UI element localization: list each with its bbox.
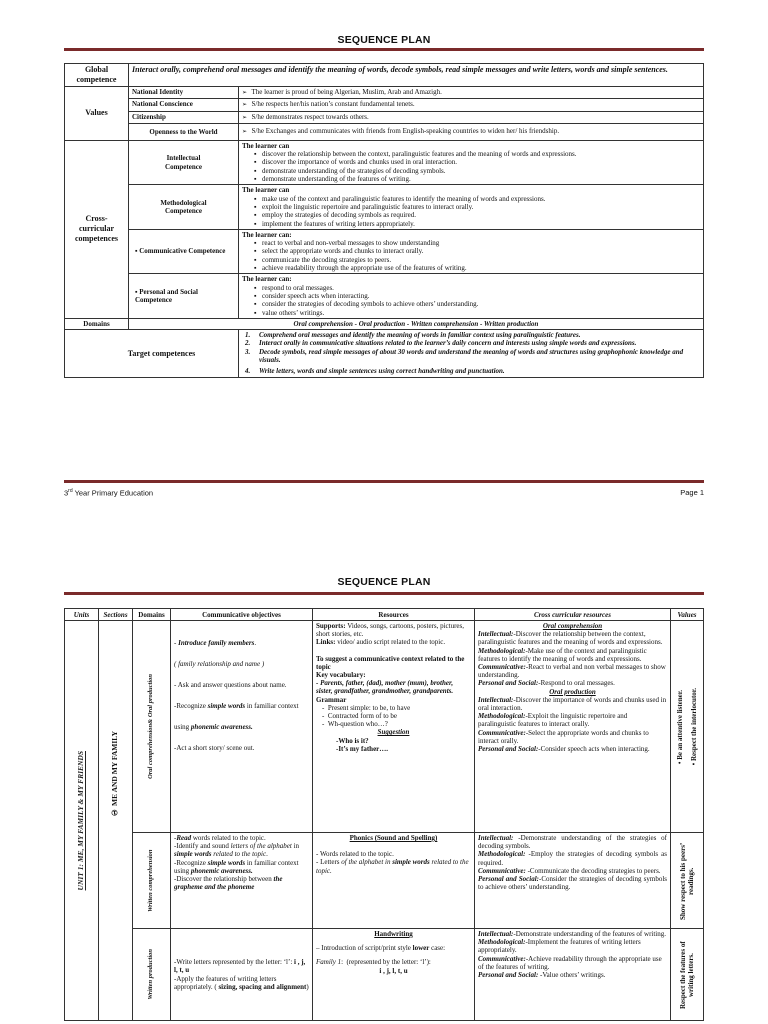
col-header: Values bbox=[671, 609, 704, 621]
section-cell: ① ME AND MY FAMILY bbox=[99, 621, 133, 1021]
sequence-table bbox=[64, 608, 704, 1021]
global-text: Interact orally, comprehend oral messages and identify the meaning of words, decode symbols, read simple messages and write letters, words and simple sentences. bbox=[129, 64, 704, 87]
col-header: Cross curricular resources bbox=[475, 609, 671, 621]
value-name: National Identity bbox=[129, 87, 239, 99]
value-name: Citizenship bbox=[129, 111, 239, 123]
domain-cell: Written production bbox=[133, 929, 171, 1021]
objectives-cell: -Write letters represented by the letter: ‘l’: i , j, l, t, u -Apply the features of writing letters appropriately. ( sizing, spacing and alignment) bbox=[171, 929, 313, 1021]
resources-cell: Supports: Videos, songs, cartoons, posters, pictures, short stories, etc. Links: video/ audio script related to the topic. To suggest a communicative context related to the topic Key vocabulary: - Parents, father, (dad), mother (mum), brother, sister, grandfather, grandmother, grandparents. Grammar - Present simple: to be, to have - Contracted form of to be - Wh-question who…? Suggestion -Who is it? -It’s my father…. bbox=[313, 621, 475, 833]
objectives-cell: -Read words related to the topic. -Identify and sound letters of the alphabet in simple words related to the topic. -Recognize simple words in familiar context using phonemic awareness. -Discover the relationship between the grapheme and the phoneme bbox=[171, 833, 313, 929]
competence-body: The learner can ▪ make use of the context and paralinguistic features to identify the meaning of words and expressions. ▪ exploit the linguistic repertoire and paralinguistic features to interact orally. ▪ employ the strategies of decoding symbols as required. ▪ implement the features of writing letters appropriately. bbox=[239, 185, 704, 229]
cross-resources-cell: Oral comprehension Intellectual:-Discover the relationship between the context, paralinguistic features and the meaning of words and expressions. Methodological:-Make use of the context and paralinguistic features to identify the meaning of words and expressions. Communicative:-React to verbal and non verbal messages to show understanding. Personal and Social:-Respond to oral messages. Oral production Intellectual:-Discover the importance of words and chunks used in oral interaction. Methodological:-Exploit the linguistic repertoire and paralinguistic features to interact orally. Communicative:-Select the appropriate words and chunks to interact orally. Personal and Social:-Consider speech acts when interacting. bbox=[475, 621, 671, 833]
page-title: SEQUENCE PLAN bbox=[337, 34, 431, 46]
col-header: Units bbox=[65, 609, 99, 621]
title-rule-2 bbox=[64, 592, 704, 595]
col-header: Resources bbox=[313, 609, 475, 621]
col-header: Sections bbox=[99, 609, 133, 621]
domain-cell: Oral comprehension& Oral production bbox=[133, 621, 171, 833]
footer-rule bbox=[64, 480, 704, 483]
values-cell: Show respect to his peers’ readings. bbox=[671, 833, 704, 929]
competence-body: The learner can: ▪ respond to oral messages. ▪ consider speech acts when interacting. ▪ consider the strategies of decoding symbols to achieve others’ understanding. ▪ value others’ writings. bbox=[239, 274, 704, 318]
unit-cell: UNIT 1: ME, MY FAMILY & MY FRIENDS bbox=[65, 621, 99, 1021]
global-label: Global competence bbox=[65, 64, 129, 87]
value-text: ➢ S/he demonstrates respect towards others. bbox=[239, 111, 704, 123]
values-cell: • Be an attentive listener. • Respect the interlocutor. bbox=[671, 621, 704, 833]
competence-name: ▪ Personal and Social Competence bbox=[129, 274, 239, 318]
cross-resources-cell: Intellectual:-Demonstrate understanding of the features of writing. Methodological:-Implement the features of writing letters appropriately. Communicative:-Achieve readability through the appropriate use of the features of writing. Personal and Social: -Value others’ writings. bbox=[475, 929, 671, 1021]
domain-cell: Written comprehension bbox=[133, 833, 171, 929]
value-name: Openness to the World bbox=[129, 123, 239, 140]
resources-cell: Phonics (Sound and Spelling) - Words related to the topic. - Letters of the alphabet in simple words related to the topic. bbox=[313, 833, 475, 929]
title-rule bbox=[64, 48, 704, 51]
values-cell: Respect the features of writing letters. bbox=[671, 929, 704, 1021]
competence-table bbox=[64, 63, 704, 378]
competence-name: ▪ Communicative Competence bbox=[129, 229, 239, 273]
resources-cell: Handwriting – Introduction of script/print style lower case: Family 1: (represented by the letter: ‘l’): i , j, l, t, u bbox=[313, 929, 475, 1021]
competence-body: The learner can: ▪ react to verbal and non-verbal messages to show understanding ▪ select the appropriate words and chunks to interact orally. ▪ communicate the decoding strategies to peers. ▪ achieve readability through the appropriate use of the features of writing. bbox=[239, 229, 704, 273]
value-text: ➢ S/he respects her/his nation’s constant fundamental tenets. bbox=[239, 99, 704, 111]
value-text: ➢ The learner is proud of being Algerian, Muslim, Arab and Amazigh. bbox=[239, 87, 704, 99]
value-text: ➢ S/he Exchanges and communicates with friends from English-speaking countries to widen her/ his friendship. bbox=[239, 123, 704, 140]
domains-text: Oral comprehension - Oral production - Written comprehension - Written production bbox=[129, 318, 704, 329]
cross-label: Cross-curricular competences bbox=[65, 140, 129, 318]
competence-name: Methodological Competence bbox=[129, 185, 239, 229]
target-label: Target competences bbox=[65, 330, 239, 377]
competence-name: Intellectual Competence bbox=[129, 140, 239, 184]
page-number: Page 1 bbox=[680, 488, 704, 497]
page-title-2: SEQUENCE PLAN bbox=[337, 576, 431, 588]
values-label: Values bbox=[65, 87, 129, 141]
value-name: National Conscience bbox=[129, 99, 239, 111]
col-header: Domains bbox=[133, 609, 171, 621]
cross-resources-cell: Intellectual: -Demonstrate understanding of the strategies of decoding symbols. Methodological: -Employ the strategies of decoding symbols as required. Communicative: -Communicate the decoding strategies to peers. Personal and Social:-Consider the strategies of decoding symbols to achieve others’ understanding. bbox=[475, 833, 671, 929]
competence-body: The learner can ▪ discover the relationship between the context, paralinguistic features and the meaning of words and expressions. ▪ discover the importance of words and chunks used in oral interaction. ▪ demonstrate understanding of the strategies of decoding symbols. ▪ demonstrate understanding of the features of writing. bbox=[239, 140, 704, 184]
footer-grade: 3rd Year Primary Education bbox=[64, 488, 154, 498]
col-header: Communicative objectives bbox=[171, 609, 313, 621]
objectives-cell: - Introduce family members. ( family relationship and name ) - Ask and answer questions about name. -Recognize simple words in familiar context using phonemic awareness. -Act a short story/ scene out. bbox=[171, 621, 313, 833]
domains-label: Domains bbox=[65, 318, 129, 329]
target-list: 1. Comprehend oral messages and identify the meaning of words in familiar context using paralinguistic features. 2. Interact orally in communicative situations related to the learner’s daily concern and interests using simple words and expressions. 3. Decode symbols, read simple messages of about 30 words and understand the meaning of words and structures using graphophonic knowledge and visuals. 4. Write letters, words and simple sentences using correct handwriting and punctuation. bbox=[239, 330, 704, 377]
